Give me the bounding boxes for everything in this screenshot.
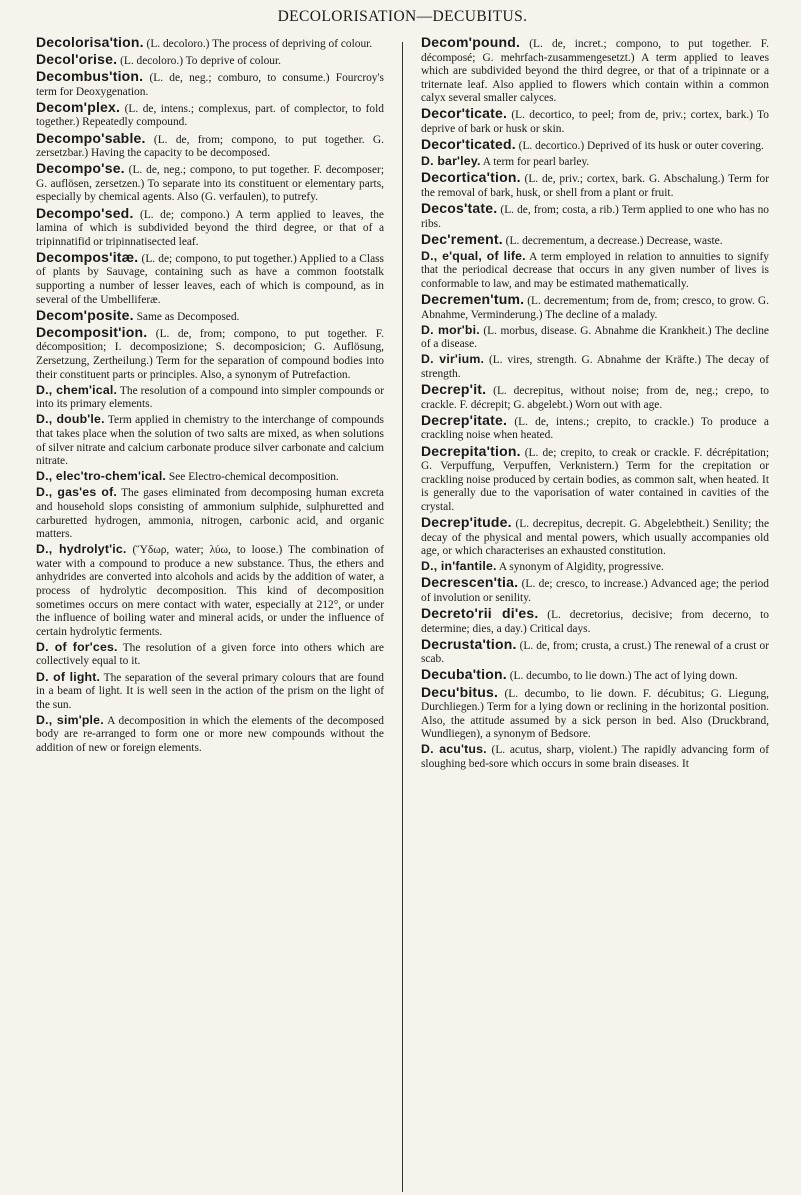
entry-headword: Decreto'rii di'es. [421, 605, 539, 622]
entry-headword: Decompo'se. [36, 160, 125, 177]
entry-definition: (L. decrementum; from de, from; cresco, to grow. G. Abnahme, Verminderung.) The decline of a malady. [421, 295, 769, 321]
entry-headword: Decompo'sable. [36, 129, 146, 146]
entry-definition: (L. de, neg.; compono, to put together. F. decomposer; G. auflösen, zersetzen.) To separate into its constituent or elementary parts, especially by chemical agents. Also (G. verfaulen), to putrefy. [36, 164, 384, 204]
entry-definition: (L. decrepitus, without noise; from de, neg.; crepo, to crackle. F. décrepit; G. abgelebt.) Worn out with age. [421, 385, 769, 411]
right-column [421, 36, 769, 1192]
sub-entry [36, 543, 384, 639]
entry-headword: Decu'bitus. [421, 683, 499, 700]
entry-headword: Decrusta'tion. [421, 635, 517, 652]
entry-definition: (L. de; compono, to put together.) Applied to a Class of plants by Sauvage, containing such as have a common footstalk supporting a number of lesser leaves, each of which is compound, as in several of the Umbelliferæ. [36, 252, 384, 306]
dictionary-entry [421, 383, 769, 412]
entry-headword: Decom'plex. [36, 98, 121, 115]
sub-entry [36, 641, 384, 669]
entry-headword: Decom'pound. [421, 34, 521, 50]
entry-definition: Term applied in chemistry to the interchange of compounds that takes place when the solution of two salts are mixed, as when solutions of silver nitrate and calcium carbonate produce silver carbonate and calcium nitrate. [36, 414, 384, 468]
entry-definition: A synonym of Algidity, progressive. [496, 561, 664, 574]
entry-headword: D., sim'ple. [36, 712, 104, 727]
entry-definition: (L. decrementum, a decrease.) Decrease, waste. [502, 234, 723, 247]
sub-entry [421, 250, 769, 292]
entry-definition: A term employed in relation to annuities to signify that the periodical decrease that occurs in any given number of lives is conformable to law, and may be estimated mathematically. [421, 250, 769, 290]
entry-headword: Decremen'tum. [421, 291, 525, 308]
entry-headword: Dec'rement. [421, 230, 503, 247]
dictionary-entry [421, 668, 769, 684]
entry-definition: (L. decoloro.) The process of depriving of colour. [143, 38, 373, 50]
entry-headword: D. mor'bi. [421, 322, 480, 337]
entry-definition: The resolution of a compound into simpler compounds or into its primary elements. [36, 384, 384, 411]
entry-definition: Same as Decomposed. [133, 310, 240, 323]
entry-definition: (L. de, from; compono, to put together. G. zersetzbar.) Having the capacity to be decomposed. [36, 133, 384, 160]
sub-entry [421, 560, 769, 575]
dictionary-entry [421, 607, 769, 636]
dictionary-entry [36, 323, 384, 382]
entry-definition: (L. de; crepito, to creak or crackle. F. décrépitation; G. Verpuffung, Verpuffen, Verknistern.) Term for the crepitation or crackling noise produced by certain bodies, as common salt, when heated. It is generally due to the vaporisation of water contained in cavities of the crystal. [421, 446, 769, 513]
dictionary-entry [421, 202, 769, 231]
entry-definition: (L. decumbo, to lie down.) The act of lying down. [506, 670, 738, 683]
left-column [36, 36, 384, 1192]
entry-definition: (L. decortico.) Deprived of its husk or outer covering. [515, 140, 764, 153]
entry-definition: (L. de, incret.; compono, to put together. F. décomposé; G. mehrfach-zusammengesetzt.) A term applied to leaves which are subdivided beyond the third degree, or that of a tripinnate or a triternate leaf. Also applied to flowers which contain within a common calyx several smaller calyces. [421, 38, 769, 105]
entry-headword: Decortica'tion. [421, 169, 521, 186]
dictionary-entry [36, 306, 384, 325]
dictionary-entry [36, 36, 384, 52]
entry-definition: (L. decretorius, decisive; from decerno, to determine; dies, a day.) Critical days. [421, 609, 769, 635]
column-divider [402, 42, 403, 1192]
entry-headword: D., doub'le. [36, 412, 105, 427]
dictionary-entry [421, 171, 769, 200]
entry-headword: Decol'orise. [36, 51, 118, 68]
dictionary-entry [36, 162, 384, 205]
sub-entry [421, 324, 769, 352]
dictionary-entry [421, 293, 769, 322]
entry-headword: D., chem'ical. [36, 382, 118, 397]
sub-entry [36, 714, 384, 756]
entry-headword: Decomposit'ion. [36, 323, 148, 340]
entry-headword: Decom'posite. [36, 306, 134, 323]
dictionary-entry [36, 53, 384, 69]
entry-definition: (L. de, intens.; crepito, to crackle.) To produce a crackling noise when heated. [421, 415, 769, 442]
dictionary-entry [421, 442, 769, 515]
dictionary-entry [421, 516, 769, 559]
entry-definition: (L. de, from; compono, to put together. F. décomposition; I. decomposizione; S. decomposicion; G. Auflösung, Zersetzung, Zertheilung.) Term for the separation of compound bodies into their constituent parts or principles. Also, a synonym of Putrefaction. [36, 327, 384, 381]
sub-entry [421, 353, 769, 381]
entry-headword: Decrescen'tia. [421, 574, 519, 591]
entry-definition: (L. vires, strength. G. Abnahme der Kräfte.) The decay of strength. [421, 354, 769, 381]
entry-definition: (L. decoloro.) To deprive of colour. [117, 55, 282, 68]
columns [36, 36, 769, 1192]
entry-headword: Decos'tate. [421, 200, 498, 217]
entry-definition: (L. decumbo, to lie down. F. décubitus; G. Liegung, Durchliegen.) Term for a lying down or reclining in the horizontal position. Also, the attitude assumed by a sick person in bed. Also (Druckbrand, Wundliegen), a synonym of Bedsore. [421, 687, 769, 741]
entry-headword: Decrep'itude. [421, 514, 512, 530]
entry-definition: See Electro-chemical decomposition. [166, 471, 339, 484]
entry-headword: D. acu'tus. [421, 742, 487, 757]
dictionary-entry [36, 98, 384, 130]
sub-entry [421, 155, 769, 170]
dictionary-entry [421, 107, 769, 136]
entry-definition: (L. de, from; costa, a rib.) Term applied to one who has no ribs. [421, 204, 769, 230]
entry-definition: (L. acutus, sharp, violent.) The rapidly advancing form of sloughing bed-sore which occurs in some brain diseases. It [421, 744, 769, 770]
entry-definition: The separation of the several primary colours that are found in a beam of light. It is well seen in the action of the prism on the light of the sun. [36, 671, 384, 711]
dictionary-entry [36, 204, 384, 250]
entry-headword: D. of for'ces. [36, 639, 118, 654]
entry-headword: D., hydrolyt'ic. [36, 542, 127, 557]
entry-headword: Decor'ticated. [421, 136, 516, 153]
sub-entry [421, 743, 769, 771]
entry-definition: A decomposition in which the elements of the decomposed body are re-arranged to form one or more new compounds without the addition of new or foreign elements. [36, 714, 385, 754]
entry-headword: Decrep'it. [421, 381, 487, 398]
entry-definition: (L. de; cresco, to increase.) Advanced age; the period of involution or senility. [421, 578, 769, 604]
entry-definition: The gases eliminated from decomposing human excreta and household slops consisting of ammonium sulphide, sulphuretted and carburetted hydrogen, ammonia, nitrogen, carbonic acid, and organic matters. [36, 487, 384, 541]
entry-headword: Decompo'sed. [36, 204, 134, 221]
dictionary-entry [36, 70, 384, 99]
sub-entry [36, 486, 384, 541]
entry-headword: Decor'ticate. [421, 105, 508, 122]
dictionary-entry [36, 129, 384, 161]
dictionary-entry [421, 576, 769, 605]
entry-headword: D., in'fantile. [421, 559, 497, 574]
entry-definition: (L. de; compono.) A term applied to leaves, the lamina of which is subdivided beyond the third degree, or that of a tripinnatifid or tripinnatisected leaf. [36, 208, 384, 248]
sub-entry [36, 671, 384, 713]
entry-definition: (L. decortico, to peel; from de, priv.; cortex, bark.) To deprive of bark or husk or skin. [421, 109, 769, 136]
entry-headword: D., gas'es of. [36, 485, 118, 500]
entry-definition: (L. de, neg.; comburo, to consume.) Fourcroy's term for Deoxygenation. [36, 72, 384, 98]
entry-headword: Decompos'itæ. [36, 248, 139, 265]
entry-definition: (L. de, priv.; cortex, bark. G. Abschalung.) Term for the removal of bark, husk, or shell from a plant or fruit. [421, 173, 769, 199]
entry-headword: Decrep'itate. [421, 411, 508, 428]
entry-definition: (Ὕδωρ, water; λύω, to loose.) The combination of water with a compound to produce a new substance. Thus, the ethers and anhydrides are converted into alcohols and acids by the addition of water, a process of hydrolytic decomposition. This kind of decomposition sometimes occurs on mere contact with water, especially at 212°, or under the influence of boiling water and mineral acids, or under the influence of certain hydrolytic ferments. [36, 544, 384, 638]
entry-headword: D. vir'ium. [421, 352, 485, 367]
dictionary-entry [421, 635, 769, 667]
dictionary-entry [36, 248, 384, 307]
entry-headword: Decolorisa'tion. [36, 34, 144, 50]
entry-headword: D. of light. [36, 669, 101, 684]
sub-entry [36, 384, 384, 412]
entry-headword: D., e'qual, of life. [421, 248, 526, 263]
entry-definition: The resolution of a given force into others which are collectively equal to it. [36, 641, 384, 668]
page-header: DECOLORISATION—DECUBITUS. [277, 8, 528, 25]
entry-headword: Decombus'tion. [36, 68, 144, 85]
entry-headword: Decuba'tion. [421, 666, 507, 683]
entry-definition: A term for pearl barley. [480, 156, 590, 169]
dictionary-entry [421, 411, 769, 443]
dictionary-entry [421, 138, 769, 154]
sub-entry [36, 470, 384, 485]
entry-definition: (L. decrepitus, decrepit. G. Abgelebtheit.) Senility; the decay of the physical and mental powers, which usually accompanies old age, or which characterises an exhausted constitution. [421, 518, 769, 558]
entry-headword: D., elec'tro-chem'ical. [36, 469, 167, 484]
sub-entry [36, 413, 384, 468]
dictionary-entry [421, 36, 769, 106]
entry-definition: (L. morbus, disease. G. Abnahme die Krankheit.) The decline of a disease. [421, 324, 769, 351]
dictionary-entry [421, 683, 769, 742]
entry-definition: (L. de, from; crusta, a crust.) The renewal of a crust or scab. [421, 639, 769, 666]
entry-definition: (L. de, intens.; complexus, part. of complector, to fold together.) Repeatedly compound. [36, 102, 384, 129]
dictionary-entry [421, 230, 769, 249]
entry-headword: D. bar'ley. [421, 154, 481, 169]
entry-headword: Decrepita'tion. [421, 442, 521, 459]
